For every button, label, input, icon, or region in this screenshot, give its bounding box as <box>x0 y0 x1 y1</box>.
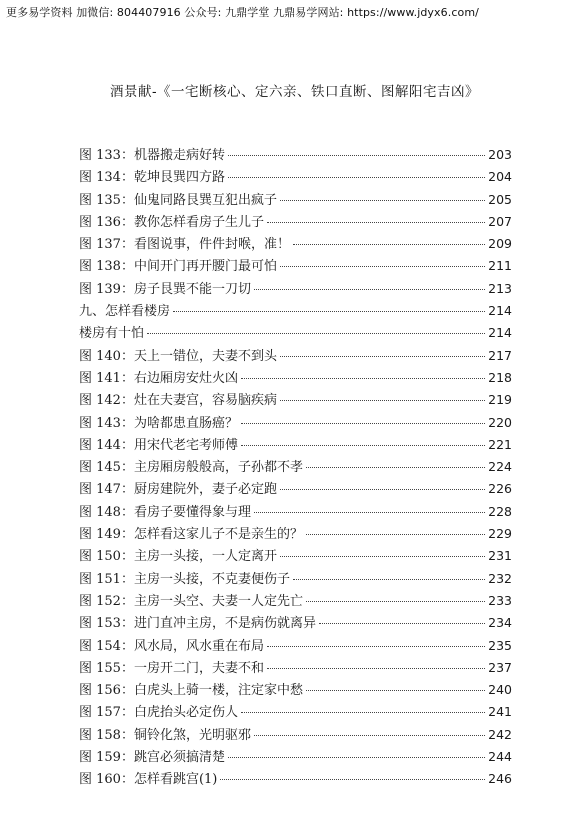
toc-dot-leader <box>228 757 485 758</box>
toc-entry-page-number: 228 <box>488 503 512 519</box>
toc-entry <box>79 635 512 657</box>
toc-dot-leader <box>241 378 485 379</box>
toc-dot-leader <box>280 200 485 201</box>
toc-dot-leader <box>267 646 485 647</box>
toc-entry-title: 图 159：跳宫必须搞清楚 <box>79 750 225 766</box>
toc-entry-title: 图 142：灶在夫妻宫，容易脑疾病 <box>79 393 277 409</box>
toc-entry-page-number: 209 <box>488 236 512 252</box>
toc-entry-title: 图 150：主房一头接，一人定离开 <box>79 549 277 565</box>
toc-entry <box>79 345 512 367</box>
toc-entry-title: 图 160：怎样看跳宫(1) <box>79 772 218 788</box>
table-of-contents <box>79 144 512 791</box>
toc-entry-title: 图 147：厨房建院外，妻子必定跑 <box>79 482 277 498</box>
toc-entry <box>79 545 512 567</box>
toc-entry <box>79 211 512 233</box>
toc-entry <box>79 746 512 768</box>
toc-dot-leader <box>241 445 485 446</box>
toc-entry-page-number: 218 <box>488 369 512 385</box>
toc-entry-title: 图 148：看房子要懂得象与理 <box>79 504 251 520</box>
toc-entry-page-number: 221 <box>488 436 512 452</box>
toc-entry-page-number: 211 <box>488 258 512 274</box>
toc-entry-page-number: 234 <box>488 615 512 631</box>
toc-entry-page-number: 204 <box>488 169 512 185</box>
toc-dot-leader <box>280 489 485 490</box>
toc-entry-title: 图 143：为啥都患直肠癌？ <box>79 415 238 431</box>
toc-entry-title: 图 151：主房一头接，不克妻便伤子 <box>79 571 290 587</box>
toc-entry-page-number: 240 <box>488 682 512 698</box>
toc-entry-page-number: 203 <box>488 147 512 162</box>
toc-dot-leader <box>254 735 485 736</box>
toc-entry <box>79 233 512 255</box>
toc-entry-page-number: 231 <box>488 548 512 564</box>
toc-entry-title: 图 145：主房厢房般般高，子孙都不孝 <box>79 460 303 476</box>
toc-entry-page-number: 242 <box>488 726 512 742</box>
toc-dot-leader <box>147 333 485 334</box>
toc-dot-leader <box>293 579 485 580</box>
toc-entry <box>79 367 512 389</box>
toc-entry <box>79 412 512 434</box>
toc-entry-page-number: 207 <box>488 213 512 229</box>
toc-dot-leader <box>280 266 485 267</box>
toc-entry <box>79 144 512 166</box>
toc-entry <box>79 657 512 679</box>
toc-entry-title: 图 155：一房开二门，夫妻不和 <box>79 660 264 676</box>
toc-entry <box>79 456 512 478</box>
toc-entry <box>79 768 512 790</box>
toc-entry-title: 图 141：右边厢房安灶火凶 <box>79 370 238 386</box>
toc-entry-title: 图 154：风水局，风水重在布局 <box>79 638 264 654</box>
toc-entry-page-number: 233 <box>488 592 512 608</box>
toc-dot-leader <box>280 356 485 357</box>
toc-entry <box>79 724 512 746</box>
toc-entry <box>79 166 512 188</box>
toc-dot-leader <box>241 712 485 713</box>
toc-entry-page-number: 217 <box>488 347 512 363</box>
toc-entry-page-number: 224 <box>488 459 512 475</box>
toc-entry-page-number: 246 <box>488 771 512 787</box>
toc-entry-title: 图 153：进门直冲主房，不是病伤就离异 <box>79 616 316 632</box>
toc-dot-leader <box>280 556 485 557</box>
toc-dot-leader <box>267 222 485 223</box>
toc-entry-page-number: 237 <box>488 659 512 675</box>
toc-entry-title: 图 149：怎样看这家儿子不是亲生的？ <box>79 527 303 543</box>
toc-entry-title: 图 144：用宋代老宅考师傅 <box>79 437 238 453</box>
toc-entry-page-number: 214 <box>488 325 512 341</box>
toc-entry-title: 图 157：白虎抬头必定伤人 <box>79 705 238 721</box>
toc-entry-page-number: 220 <box>488 414 512 430</box>
toc-entry <box>79 189 512 211</box>
toc-entry-title: 图 156：白虎头上骑一楼，注定家中愁 <box>79 683 303 699</box>
toc-entry-page-number: 241 <box>488 704 512 720</box>
toc-entry-title: 图 134：乾坤艮巽四方路 <box>79 170 225 186</box>
toc-entry-title: 图 135：仙鬼同路艮巽互犯出疯子 <box>79 192 277 208</box>
toc-dot-leader <box>241 423 485 424</box>
toc-entry-title: 图 133：机器搬走病好转 <box>79 148 225 163</box>
toc-dot-leader <box>220 779 485 780</box>
toc-dot-leader <box>280 400 485 401</box>
toc-entry <box>79 612 512 634</box>
toc-entry-page-number: 214 <box>488 303 512 319</box>
toc-entry <box>79 389 512 411</box>
toc-entry-page-number: 219 <box>488 392 512 408</box>
toc-dot-leader <box>254 512 485 513</box>
promo-banner: 更多易学资料 加微信: 804407916 公众号: 九鼎学堂 九鼎易学网站: https://www.jdyx6.com/ <box>6 6 479 19</box>
toc-entry <box>79 300 512 322</box>
toc-entry <box>79 478 512 500</box>
toc-entry <box>79 278 512 300</box>
toc-dot-leader <box>228 155 485 156</box>
toc-entry-title: 图 138：中间开门再开腰门最可怕 <box>79 259 277 275</box>
toc-entry <box>79 679 512 701</box>
toc-dot-leader <box>319 623 485 624</box>
toc-entry-page-number: 205 <box>488 191 512 207</box>
toc-dot-leader <box>173 311 485 312</box>
toc-entry-title: 楼房有十怕 <box>79 326 145 342</box>
toc-entry-title: 图 152：主房一头空、夫妻一人定先亡 <box>79 593 303 609</box>
toc-dot-leader <box>228 177 485 178</box>
toc-entry <box>79 523 512 545</box>
toc-entry-page-number: 229 <box>488 526 512 542</box>
toc-dot-leader <box>306 467 485 468</box>
toc-entry-title: 图 136：教你怎样看房子生儿子 <box>79 214 264 230</box>
toc-dot-leader <box>306 690 485 691</box>
toc-dot-leader <box>306 534 485 535</box>
page-title: 酒景献-《一宅断核心、定六亲、铁口直断、图解阳宅吉凶》 <box>110 84 480 100</box>
toc-entry-title: 九、怎样看楼房 <box>79 304 171 320</box>
toc-dot-leader <box>267 668 485 669</box>
toc-entry-page-number: 226 <box>488 481 512 497</box>
toc-entry-page-number: 232 <box>488 570 512 586</box>
toc-entry-page-number: 213 <box>488 280 512 296</box>
toc-entry <box>79 701 512 723</box>
toc-dot-leader <box>306 601 485 602</box>
toc-entry <box>79 590 512 612</box>
toc-entry-title: 图 140：天上一错位，夫妻不到头 <box>79 348 277 364</box>
toc-entry-title: 图 137：看图说事，件件封喉，准！ <box>79 237 290 253</box>
toc-entry <box>79 434 512 456</box>
toc-entry <box>79 501 512 523</box>
toc-entry <box>79 322 512 344</box>
toc-entry-page-number: 235 <box>488 637 512 653</box>
toc-entry <box>79 568 512 590</box>
toc-dot-leader <box>254 289 485 290</box>
toc-entry-page-number: 244 <box>488 749 512 765</box>
toc-entry <box>79 255 512 277</box>
toc-entry-title: 图 158：铜铃化煞，光明驱邪 <box>79 727 251 743</box>
toc-dot-leader <box>293 244 485 245</box>
toc-entry-title: 图 139：房子艮巽不能一刀切 <box>79 281 251 297</box>
